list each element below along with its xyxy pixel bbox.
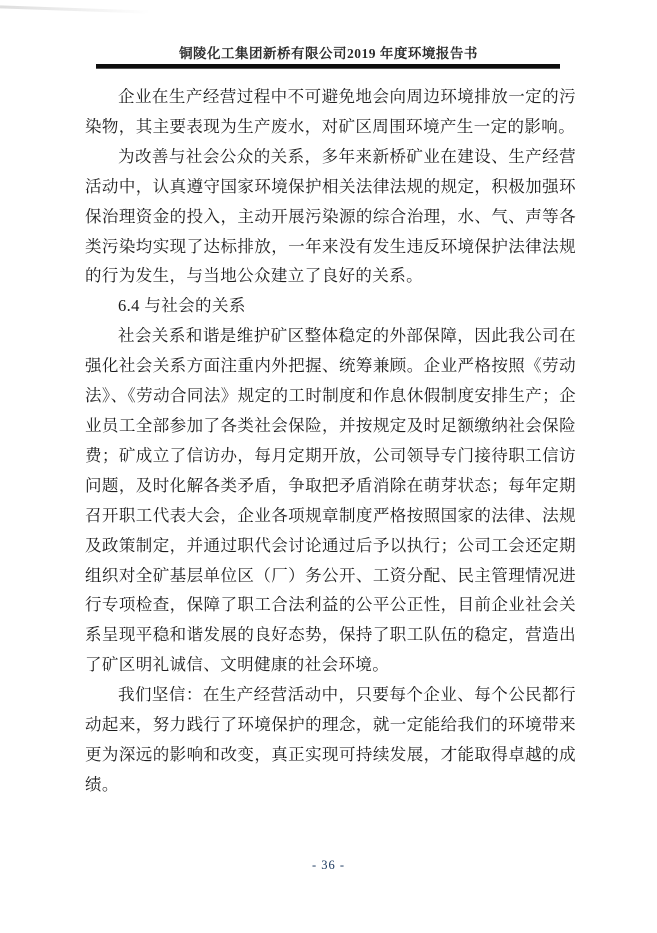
header-title: 铜陵化工集团新桥有限公司2019 年度环境报告书: [179, 46, 478, 61]
paragraph-public-relations: 为改善与社会公众的关系，多年来新桥矿业在建设、生产经营活动中，认真遵守国家环境保护相关法律法规的规定，积极加强环保治理资金的投入，主动开展污染源的综合治理，水、气、声等各类污染均实现了达标排放，一年来没有发生违反环境保护法律法规的行为发生，与当地公众建立了良好的关系。: [85, 146, 576, 286]
section-heading-6-4: 6.4 与社会的关系: [118, 296, 246, 316]
page-number: - 36 -: [311, 858, 346, 872]
document-content: [85, 82, 576, 800]
page-footer: [0, 858, 657, 873]
paragraph-conclusion: 我们坚信：在生产经营活动中，只要每个企业、每个公民都行动起来，努力践行了环境保护的理念，就一定能给我们的环境带来更为深远的影响和改变，真正实现可持续发展，才能取得卓越的成绩。: [85, 685, 576, 794]
header-rule: [96, 64, 560, 69]
scan-artifact: [0, 5, 150, 13]
paragraph-social-relations: 社会关系和谐是维护矿区整体稳定的外部保障，因此我公司在强化社会关系方面注重内外把握、统筹兼顾。企业严格按照《劳动法》、《劳动合同法》规定的工时制度和作息休假制度安排生产；企业员工全部参加了各类社会保险，并按规定及时足额缴纳社会保险费；矿成立了信访办，每月定期开放，公司领导专门接待职工信访问题，及时化解各类矛盾，争取把矛盾消除在萌芽状态；每年定期召开职工代表大会，企业各项规章制度严格按照国家的法律、法规及政策制定，并通过职代会讨论通过后予以执行；公司工会还定期组织对全矿基层单位区（厂）务公开、工资分配、民主管理情况进行专项检查，保障了职工合法利益的公平公正性，目前企业社会关系呈现平稳和谐发展的良好态势，保持了职工队伍的稳定，营造出了矿区明礼诚信、文明健康的社会环境。: [85, 326, 576, 675]
paragraph-pollution-impact: 企业在生产经营过程中不可避免地会向周边环境排放一定的污染物，其主要表现为生产废水，对矿区周围环境产生一定的影响。: [85, 87, 576, 136]
